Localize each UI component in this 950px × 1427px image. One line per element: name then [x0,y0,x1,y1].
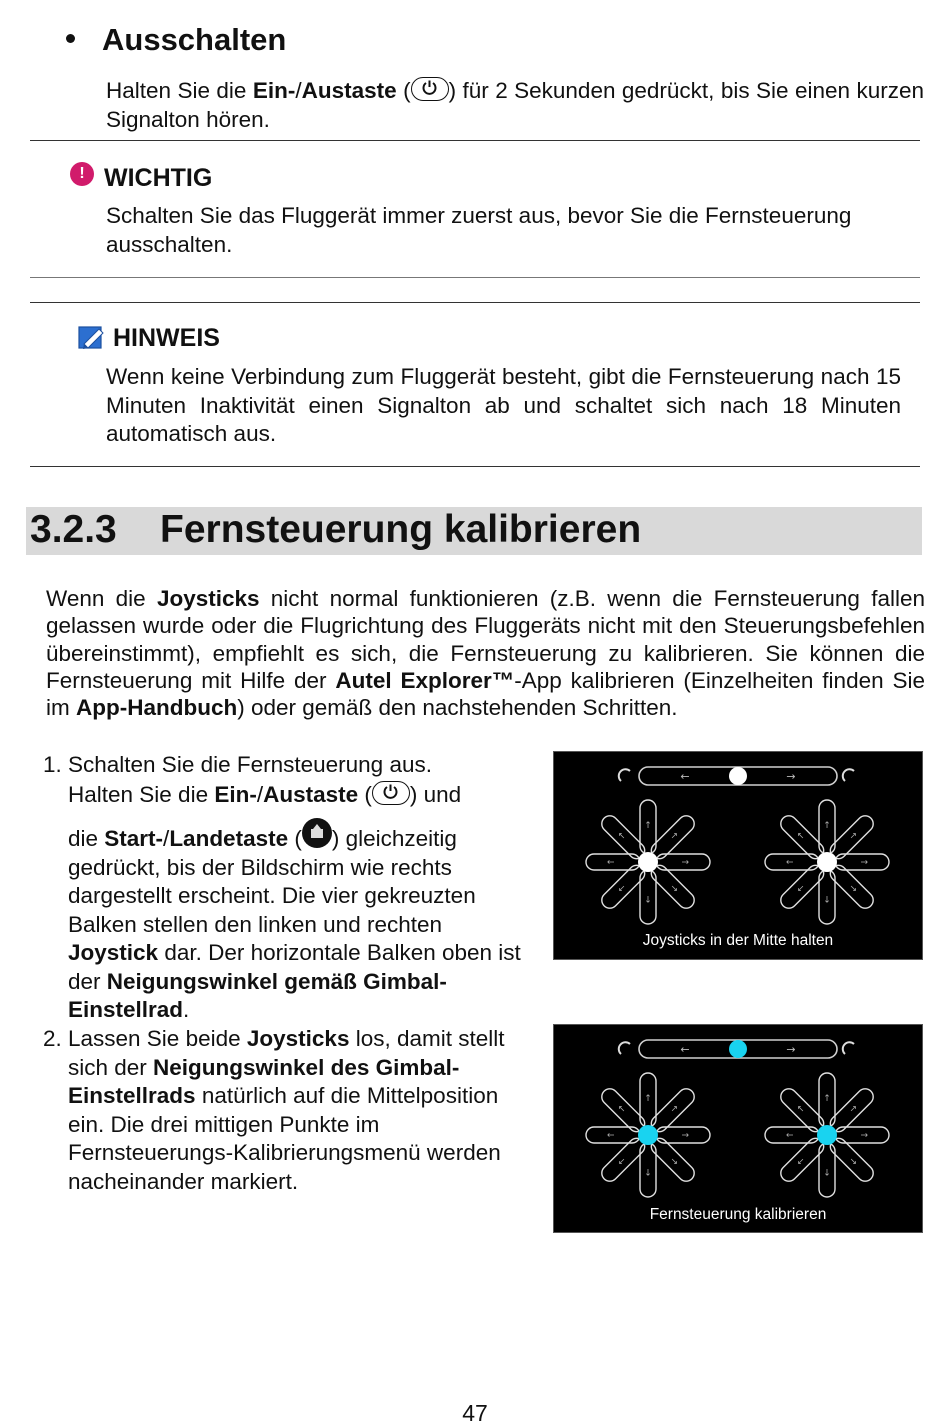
svg-text:↑: ↑ [644,821,652,831]
gimbal-dial-icon [619,769,630,781]
divider [30,466,920,467]
gimbal-indicator-dot [729,767,747,785]
step1-line2: Halten Sie die Ein-/Austaste ( ) und [68,782,462,807]
joystick-center-dot [817,1125,837,1145]
svg-text:↑: ↑ [823,821,831,831]
svg-text:↑: ↑ [667,830,680,843]
section-title: Fernsteuerung kalibrieren [160,508,642,551]
svg-text:↑: ↑ [644,1166,652,1176]
joystick-indicator [765,1073,889,1197]
svg-text:↑: ↑ [786,1131,796,1139]
svg-text:↑: ↑ [644,893,652,903]
page-number: 47 [462,1400,488,1426]
ausschalten-heading: Ausschalten [102,22,287,57]
warning-icon: ! [70,162,94,186]
bullet-dot [66,34,75,43]
svg-text:↑: ↑ [858,1131,868,1139]
arrow-left-icon: ← [680,1043,690,1056]
joystick-center-dot [638,1125,658,1145]
svg-text:↑: ↑ [846,1154,859,1167]
svg-text:↑: ↑ [644,1094,652,1104]
svg-text:↑: ↑ [795,830,808,843]
svg-text:↑: ↑ [607,858,617,866]
svg-text:↑: ↑ [616,830,629,843]
divider [30,277,920,278]
intro-paragraph: Wenn die Joysticks nicht normal funktionieren (z.B. wenn die Fernsteuerung fallen gelassen wurde oder die Flugrichtung des Fluggeräts nicht mit den Steuerungsbefehlen übereinstimmt), empfiehlt es sich, die Fernsteuerung zu kalibrieren. Sie können die Fernsteuerung mit Hilfe der Autel Explorer™-App kalibrieren (Einzelheiten finden Sie im App-Handbuch) oder gemäß den nachstehenden Schritten. [46,586,925,721]
svg-text:↑: ↑ [795,1103,808,1116]
svg-text:↑: ↑ [846,881,859,894]
svg-text:↑: ↑ [607,1131,617,1139]
svg-text:↑: ↑ [616,1103,629,1116]
step-number: 2. [43,1026,62,1051]
svg-text:↑: ↑ [795,1154,808,1167]
gimbal-indicator-dot [729,1040,747,1058]
ausschalten-text: Halten Sie die Ein-/Austaste ( ) für 2 Sekunden gedrückt, bis Sie einen kurzen Signalton hören. [106,78,924,132]
wichtig-text: Schalten Sie das Fluggerät immer zuerst aus, bevor Sie die Fernsteuerung ausschalten. [106,203,852,257]
joystick-indicator [586,800,710,924]
arrow-left-icon: ← [680,770,690,783]
svg-text:↑: ↑ [823,1166,831,1176]
svg-text:↑: ↑ [679,1131,689,1139]
svg-text:↑: ↑ [616,881,629,894]
svg-text:↑: ↑ [667,881,680,894]
gimbal-dial-icon [843,769,854,781]
joystick-indicator [586,1073,710,1197]
power-button-icon [411,77,449,101]
svg-text:↑: ↑ [616,1154,629,1167]
divider [30,302,920,303]
gimbal-dial-icon [843,1042,854,1054]
joystick-indicator [765,800,889,924]
calibration-screen-calibrate [553,1024,923,1233]
svg-text:↑: ↑ [667,1154,680,1167]
hinweis-text: Wenn keine Verbindung zum Fluggerät besteht, gibt die Fernsteuerung nach 15 Minuten Inaktivität einen Signalton ab und schaltet sich nach 18 Minuten automatisch aus. [106,364,901,446]
note-icon [78,324,106,355]
joystick-center-dot [817,852,837,872]
screen-caption: Joysticks in der Mitte halten [642,932,834,949]
calibration-screen-center [553,751,923,960]
section-number: 3.2.3 [30,508,117,551]
screen-caption: Fernsteuerung kalibrieren [649,1206,827,1223]
step-number: 1. [43,752,62,777]
svg-text:↑: ↑ [846,830,859,843]
arrow-right-icon: → [786,1043,796,1056]
wichtig-title: WICHTIG [104,164,213,192]
hinweis-title: HINWEIS [113,324,220,352]
joystick-center-dot [638,852,658,872]
gimbal-dial-icon [619,1042,630,1054]
step2-text: Lassen Sie beide Joysticks los, damit stellt sich der Neigungswinkel des Gimbal-Einstellrads natürlich auf die Mittelposition ein. Die drei mittigen Punkte im Fernsteuerungs-Kalibrierungsmenü werden nacheinander markiert. [68,1026,505,1194]
divider [30,140,920,141]
step1-line1: Schalten Sie die Fernsteuerung aus. [68,752,432,777]
start-land-button-icon [302,818,332,848]
svg-text:↑: ↑ [786,858,796,866]
svg-text:↑: ↑ [667,1103,680,1116]
svg-text:↑: ↑ [846,1103,859,1116]
svg-text:↑: ↑ [823,893,831,903]
step1-text: die Start-/Landetaste ( ) gleichzeitig gedrückt, bis der Bildschirm wie rechts dargestellt erscheint. Die vier gekreuzten Balken stellen den linken und rechten Joystick dar. Der horizontale Balken oben ist der Neigungswinkel gemäß Gimbal-Einstellrad. [68,825,528,1025]
svg-text:↑: ↑ [858,858,868,866]
svg-text:↑: ↑ [823,1094,831,1104]
power-button-icon [372,781,410,805]
svg-text:↑: ↑ [679,858,689,866]
svg-text:↑: ↑ [795,881,808,894]
arrow-right-icon: → [786,770,796,783]
